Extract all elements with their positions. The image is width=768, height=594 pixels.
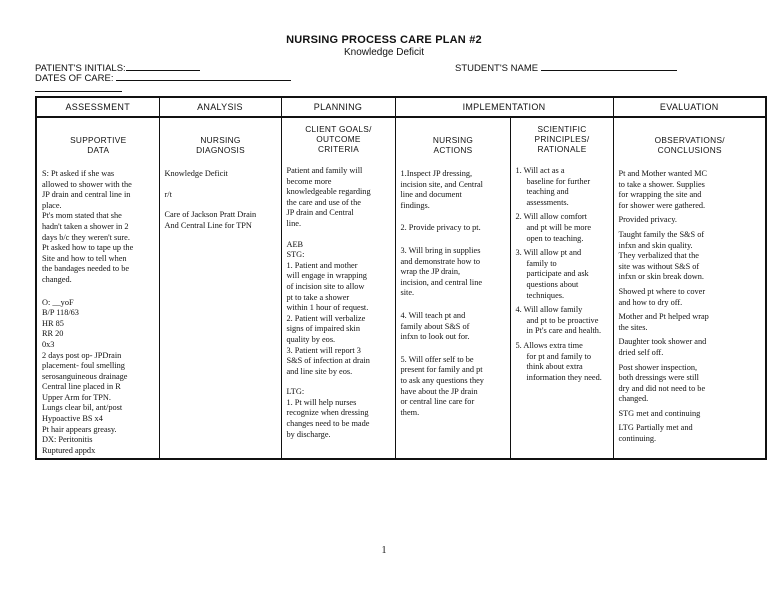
entry-item (619, 287, 762, 308)
text-line: Pt and Mother wanted MC (618, 169, 707, 178)
text-line: infxn and skin quality. (618, 240, 693, 250)
text-line: open to teaching. (526, 233, 584, 243)
objective-data (42, 298, 155, 457)
text-line: 2. Provide privacy to pt. (400, 223, 481, 233)
text-line: findings. (400, 200, 430, 210)
ltg-items (287, 398, 391, 440)
rationale-subheader: SCIENTIFIC PRINCIPLES/ RATIONALE (534, 124, 590, 154)
entry-item (516, 166, 609, 208)
student-name-label: STUDENT'S NAME (455, 63, 539, 74)
text-line: for shower were gathered. (618, 200, 706, 210)
entry-item (516, 212, 609, 244)
student-name-field[interactable] (541, 61, 677, 71)
entry-item (401, 223, 506, 234)
text-line: HR 85 (42, 318, 64, 328)
assessment-cell (36, 117, 159, 459)
body-row (36, 117, 766, 459)
planning-cell (281, 117, 395, 459)
text-line: RR 20 (42, 329, 64, 339)
text-line: Lungs clear bil, ant/post (42, 403, 123, 413)
text-line: 1. Will act as a (515, 166, 565, 175)
text-line: 5. Allows extra time (515, 340, 583, 350)
text-line: And Central Line for TPN (164, 220, 252, 230)
text-line: have about the JP drain (400, 386, 478, 396)
text-line: 3. Will bring in supplies (400, 245, 481, 255)
text-line: the care and use of the (286, 197, 361, 207)
text-line: STG met and continuing (618, 408, 701, 418)
text-line: and pt will be more (526, 222, 592, 232)
assessment-subheader: SUPPORTIVE DATA (70, 135, 127, 155)
entry-item (619, 215, 762, 226)
care-plan-table (35, 96, 767, 460)
text-line: by discharge. (286, 429, 331, 439)
evaluation-items (619, 169, 762, 445)
text-line: signs of impaired skin (286, 324, 361, 334)
entry-item (287, 398, 391, 440)
text-line: baseline for further (526, 176, 591, 186)
text-line: dried self off. (618, 347, 664, 357)
entry-item (401, 355, 506, 419)
text-line: or central line care for (400, 397, 475, 407)
header-implementation: IMPLEMENTATION (395, 97, 613, 117)
text-line: changed. (618, 394, 649, 404)
entry-item (619, 337, 762, 358)
text-line: recognize when dressing (286, 408, 369, 418)
entry-item (287, 346, 391, 378)
text-line: JP drain and Central (286, 208, 354, 218)
text-line: and how to dry off. (618, 297, 683, 307)
nursing-diagnosis: Knowledge Deficit (164, 169, 228, 178)
text-line: 1. Patient and mother (286, 260, 358, 270)
client-goal (287, 166, 391, 230)
header-rule (35, 91, 122, 92)
text-line: serosanguineous drainage (42, 371, 128, 381)
dates-row (35, 71, 291, 84)
text-line: the sites. (618, 322, 648, 332)
header-assessment: ASSESSMENT (36, 97, 159, 117)
document-title: NURSING PROCESS CARE PLAN #2 (286, 34, 482, 46)
planning-subheader: CLIENT GOALS/ OUTCOME CRITERIA (305, 124, 372, 154)
analysis-subheader: NURSING DIAGNOSIS (196, 135, 245, 155)
aeb-label: AEB (286, 239, 304, 249)
entry-item (516, 341, 609, 383)
text-line: JP drain and central line in (42, 190, 131, 200)
related-to: r/t (164, 189, 172, 199)
related-factors (165, 210, 277, 231)
evaluation-subheader: OBSERVATIONS/ CONCLUSIONS (654, 135, 725, 155)
text-line: line and document (400, 190, 462, 200)
entry-item (287, 261, 391, 314)
ltg-label: LTG: (286, 387, 305, 397)
entry-item (619, 363, 762, 405)
evaluation-cell (613, 117, 766, 459)
text-line: for pt and family to (526, 351, 592, 361)
text-line: allowed to shower with the (42, 179, 132, 189)
text-line: S: Pt asked if she was (42, 169, 115, 178)
text-line: the bandages needed to be (42, 264, 130, 274)
entry-item (287, 314, 391, 346)
text-line: in Pt's care and health. (526, 326, 602, 336)
text-line: for wrapping the site and (618, 190, 702, 200)
stg-items (287, 261, 391, 378)
text-line: hadn't taken a shower in 2 (42, 221, 129, 231)
text-line: S&S of infection at drain (286, 356, 370, 366)
header-row (36, 97, 766, 117)
entry-item (401, 169, 506, 211)
text-line: 4. Will allow family (515, 305, 583, 315)
text-line: 4. Will teach pt and (400, 310, 466, 320)
text-line: Showed pt where to cover (618, 286, 706, 296)
text-line: 2. Patient will verbalize (286, 313, 366, 323)
text-line: to ask any questions they (400, 375, 484, 385)
entry-item (401, 311, 506, 343)
text-line: site. (400, 288, 415, 298)
text-line: 3. Will allow pt and (515, 248, 582, 258)
entry-item (619, 312, 762, 333)
text-line: infxn to look out for. (400, 332, 470, 342)
text-line: techniques. (526, 290, 565, 300)
analysis-cell (159, 117, 281, 459)
text-line: both dressings were still (618, 373, 699, 383)
text-line: pt to take a shower (286, 292, 350, 302)
text-line: Care of Jackson Pratt Drain (164, 210, 257, 220)
text-line: become more (286, 176, 332, 186)
text-line: Upper Arm for TPN. (42, 392, 111, 402)
text-line: Post shower inspection, (618, 362, 698, 372)
rationale-items (516, 166, 609, 383)
text-line: 2 days post op- JPDrain (42, 350, 122, 360)
text-line: Hypoactive BS x4 (42, 414, 103, 424)
header-planning: PLANNING (281, 97, 395, 117)
text-line: 5. Will offer self to be (400, 354, 474, 364)
page-number: 1 (381, 545, 387, 556)
text-line: 1.Inspect JP dressing, (400, 169, 473, 178)
subjective-data (42, 169, 155, 286)
header-evaluation: EVALUATION (613, 97, 766, 117)
entry-item (516, 248, 609, 301)
text-line: think about extra (526, 362, 583, 372)
nursing-actions-cell (395, 117, 510, 459)
text-line: within 1 hour of request. (286, 303, 369, 313)
student-name-row (455, 61, 677, 74)
text-line: 3. Patient will report 3 (286, 345, 361, 355)
text-line: days b/c they weren't sure. (42, 232, 130, 242)
text-line: changes need to be made (286, 419, 370, 429)
text-line: to take a shower. Supplies (618, 179, 705, 189)
text-line: changed. (42, 274, 72, 284)
entry-item (619, 230, 762, 283)
text-line: and line site by eos. (286, 366, 353, 376)
header-analysis: ANALYSIS (159, 97, 281, 117)
dates-field[interactable] (116, 71, 291, 81)
text-line: Ruptured appdx (42, 445, 96, 455)
text-line: 0x3 (42, 339, 55, 349)
text-line: Pt's mom stated that she (42, 211, 122, 221)
text-line: 2. Will allow comfort (515, 212, 587, 222)
text-line: Patient and family will (286, 166, 363, 175)
text-line: B/P 118/63 (42, 308, 79, 318)
text-line: continuing. (618, 434, 657, 444)
text-line: family about S&S of (400, 321, 470, 331)
text-line: dry and did not need to be (618, 383, 706, 393)
text-line: infxn or skin break down. (618, 272, 704, 282)
entry-item (619, 409, 762, 420)
text-line: family to (526, 258, 557, 268)
text-line: information they need. (526, 372, 602, 382)
text-line: incision site, and Central (400, 179, 483, 189)
text-line: quality by eos. (286, 334, 336, 344)
text-line: Taught family the S&S of (618, 229, 705, 239)
text-line: Pt hair appears greasy. (42, 424, 117, 434)
text-line: Daughter took shower and (618, 337, 707, 347)
text-line: Central line placed in R (42, 382, 121, 392)
text-line: line. (286, 218, 302, 228)
text-line: of incision site to allow (286, 281, 365, 291)
text-line: assessments. (526, 197, 569, 207)
text-line: and demonstrate how to (400, 256, 480, 266)
entry-item (619, 169, 762, 211)
text-line: wrap the JP drain, (400, 267, 461, 277)
entry-item (516, 305, 609, 337)
text-line: them. (400, 407, 420, 417)
text-line: placement- foul smelling (42, 361, 125, 371)
text-line: Pt asked how to tape up the (42, 243, 134, 253)
text-line: will engage in wrapping (286, 271, 367, 281)
text-line: participate and ask (526, 269, 589, 279)
text-line: teaching and (526, 187, 569, 197)
stg-label: STG: (286, 250, 305, 260)
text-line: Mother and Pt helped wrap (618, 312, 709, 322)
text-line: present for family and pt (400, 365, 483, 375)
actions-subheader: NURSING ACTIONS (432, 135, 474, 155)
text-line: 1. Pt will help nurses (286, 397, 357, 407)
text-line: knowledgeable regarding (286, 187, 371, 197)
text-line: They verbalized that the (618, 251, 699, 261)
text-line: questions about (526, 279, 579, 289)
text-line: Site and how to tell when (42, 253, 127, 263)
text-line: and pt to be proactive (526, 315, 599, 325)
nursing-actions (401, 169, 506, 418)
entry-item (619, 423, 762, 444)
rationale-cell (510, 117, 613, 459)
patient-initials-field[interactable] (126, 61, 200, 71)
dates-label: DATES OF CARE: (35, 73, 114, 84)
text-line: O: __yoF (42, 297, 74, 307)
text-line: DX: Peritonitis (42, 435, 93, 445)
text-line: site was without S&S of (618, 261, 700, 271)
text-line: incision, and central line (400, 277, 483, 287)
entry-item (401, 246, 506, 299)
document-subtitle: Knowledge Deficit (343, 47, 425, 58)
text-line: LTG Partially met and (618, 423, 693, 433)
patient-initials-label: PATIENT'S INITIALS: (35, 63, 126, 74)
text-line: place. (42, 200, 62, 210)
text-line: Provided privacy. (618, 215, 677, 225)
